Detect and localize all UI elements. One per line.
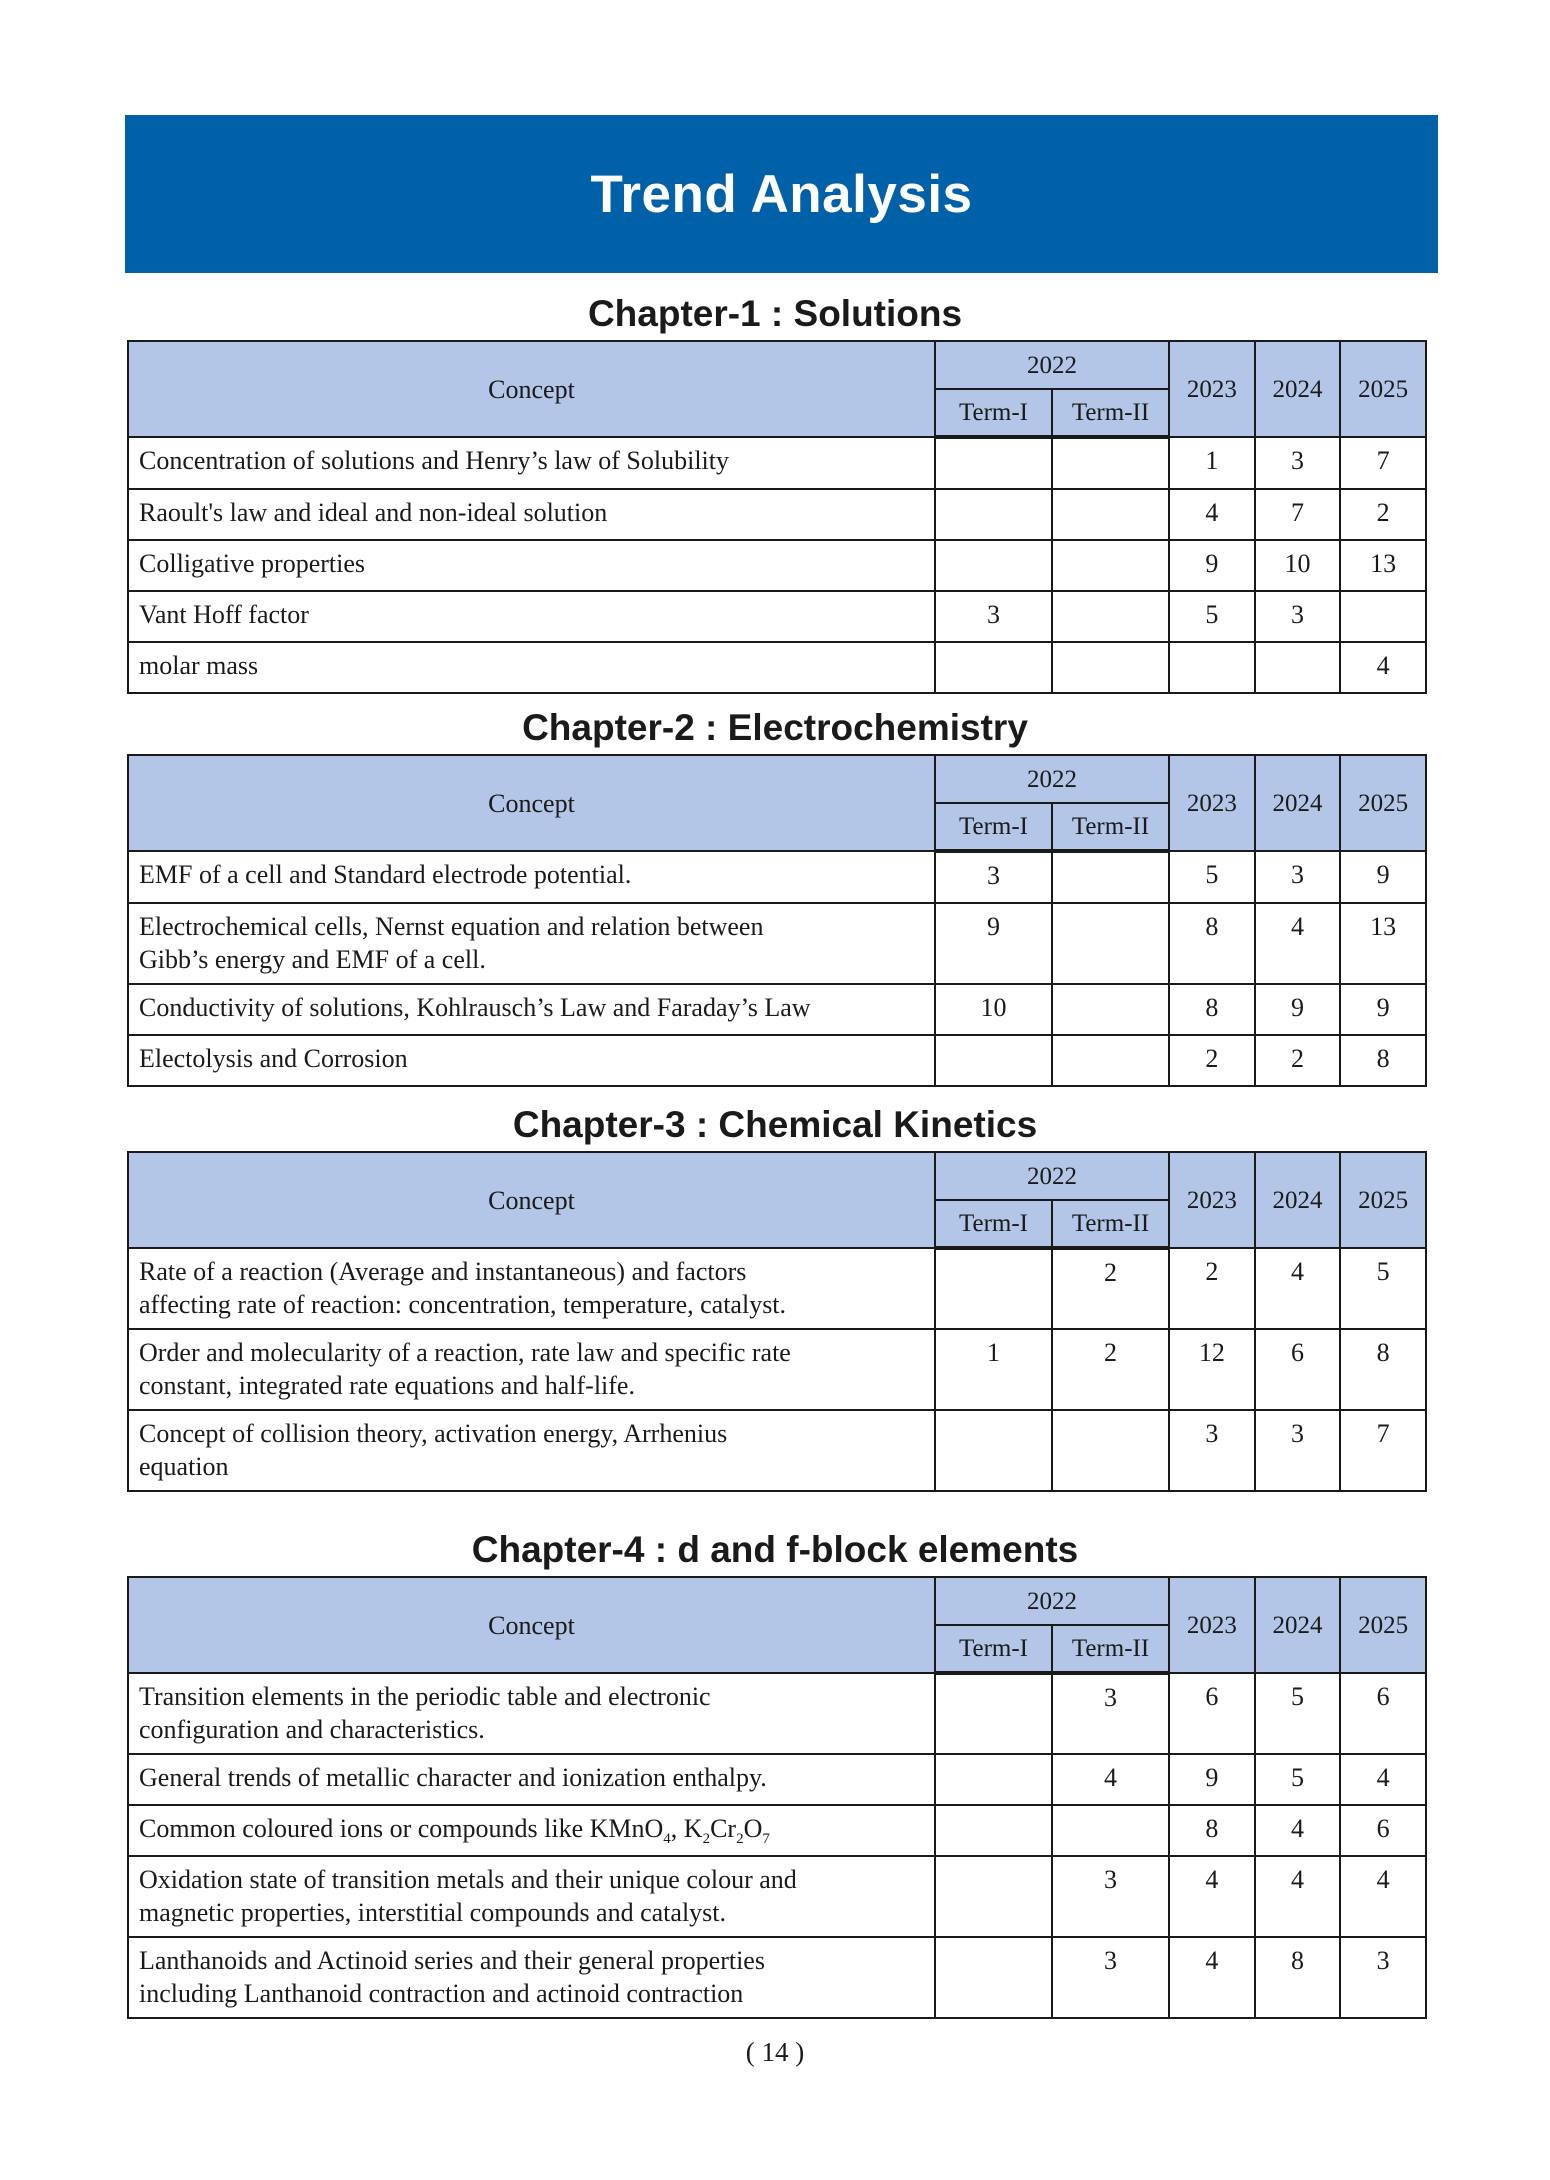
formula-subscript: 2: [736, 1831, 744, 1847]
table-row: [128, 1805, 1426, 1856]
term2-cell: [1052, 642, 1169, 693]
y2024-cell: 7: [1255, 489, 1341, 540]
y2025-cell: 8: [1340, 1035, 1426, 1086]
formula-separator: ,: [670, 1814, 684, 1843]
term1-cell: [935, 1754, 1052, 1805]
chapter-3-table: [127, 1151, 1427, 1492]
term1-cell: 10: [935, 984, 1052, 1035]
term2-cell: [1052, 1410, 1169, 1491]
y2024-cell: 3: [1255, 1410, 1341, 1491]
year-2023-header: 2023: [1169, 755, 1255, 851]
y2023-cell: 9: [1169, 1754, 1255, 1805]
concept-cell: Colligative properties: [128, 540, 935, 591]
y2024-cell: [1255, 642, 1341, 693]
term1-cell: [935, 1856, 1052, 1937]
term1-header: Term-I: [935, 803, 1052, 851]
table-row: [128, 1410, 1426, 1491]
term1-cell: [935, 1673, 1052, 1754]
term1-header: Term-I: [935, 1625, 1052, 1673]
chapter-4-table: [127, 1576, 1427, 2019]
y2023-cell: 6: [1169, 1673, 1255, 1754]
year-2025-header: 2025: [1340, 755, 1426, 851]
y2025-cell: 6: [1340, 1805, 1426, 1856]
term2-cell: [1052, 591, 1169, 642]
y2024-cell: 3: [1255, 437, 1341, 489]
table-row: [128, 642, 1426, 693]
table-row: [128, 540, 1426, 591]
concept-line: including Lanthanoid contraction and actinoid contraction: [139, 1979, 744, 2008]
concept-cell: Electolysis and Corrosion: [128, 1035, 935, 1086]
term1-cell: [935, 540, 1052, 591]
year-2024-header: 2024: [1255, 1577, 1341, 1673]
y2023-cell: 4: [1169, 489, 1255, 540]
y2024-cell: 3: [1255, 591, 1341, 642]
concept-header: Concept: [128, 341, 935, 437]
formula-part: K: [683, 1814, 703, 1843]
year-2022-header: 2022: [935, 755, 1169, 803]
y2025-cell: 7: [1340, 437, 1426, 489]
y2025-cell: 13: [1340, 903, 1426, 984]
concept-cell: molar mass: [128, 642, 935, 693]
y2023-cell: 12: [1169, 1329, 1255, 1410]
table-row: [128, 437, 1426, 489]
term1-cell: 9: [935, 903, 1052, 984]
year-2023-header: 2023: [1169, 1577, 1255, 1673]
concept-line: Rate of a reaction (Average and instantaneous) and factors: [139, 1257, 747, 1286]
y2025-cell: 9: [1340, 984, 1426, 1035]
concept-text: Common coloured ions or compounds like: [139, 1814, 590, 1843]
term2-cell: [1052, 903, 1169, 984]
term2-header: Term-II: [1052, 1200, 1169, 1248]
concept-cell: Conductivity of solutions, Kohlrausch’s Law and Faraday’s Law: [128, 984, 935, 1035]
term1-cell: [935, 437, 1052, 489]
y2023-cell: 8: [1169, 903, 1255, 984]
table-row: [128, 489, 1426, 540]
term2-header: Term-II: [1052, 389, 1169, 437]
year-2024-header: 2024: [1255, 341, 1341, 437]
term1-cell: [935, 1805, 1052, 1856]
term1-cell: [935, 1937, 1052, 2018]
y2024-cell: 3: [1255, 851, 1341, 903]
y2025-cell: 3: [1340, 1937, 1426, 2018]
year-2025-header: 2025: [1340, 1152, 1426, 1248]
y2024-cell: 5: [1255, 1754, 1341, 1805]
title-banner: [125, 115, 1438, 273]
term1-header: Term-I: [935, 389, 1052, 437]
term2-cell: [1052, 984, 1169, 1035]
table-row: [128, 984, 1426, 1035]
term1-cell: 1: [935, 1329, 1052, 1410]
y2024-cell: 4: [1255, 1856, 1341, 1937]
formula-part: O: [743, 1814, 763, 1843]
y2025-cell: 4: [1340, 642, 1426, 693]
formula-subscript: 7: [762, 1831, 770, 1847]
term1-cell: 3: [935, 851, 1052, 903]
term1-cell: [935, 1410, 1052, 1491]
y2023-cell: 1: [1169, 437, 1255, 489]
concept-line: equation: [139, 1452, 229, 1481]
term2-cell: [1052, 1805, 1169, 1856]
formula-subscript: 2: [702, 1831, 711, 1847]
concept-line: Oxidation state of transition metals and their unique colour and: [139, 1865, 797, 1894]
concept-line: configuration and characteristics.: [139, 1715, 485, 1744]
year-2022-header: 2022: [935, 1152, 1169, 1200]
term1-header: Term-I: [935, 1200, 1052, 1248]
term2-cell: 3: [1052, 1673, 1169, 1754]
concept-cell: [128, 1937, 935, 2018]
y2025-cell: 13: [1340, 540, 1426, 591]
concept-line: Gibb’s energy and EMF of a cell.: [139, 945, 486, 974]
concept-line: magnetic properties, interstitial compounds and catalyst.: [139, 1898, 727, 1927]
concept-cell: EMF of a cell and Standard electrode potential.: [128, 851, 935, 903]
y2023-cell: 4: [1169, 1937, 1255, 2018]
term2-cell: 2: [1052, 1329, 1169, 1410]
chapter-4-title: Chapter-4 : d and f-block elements: [471, 1529, 1079, 1570]
concept-cell: Raoult's law and ideal and non-ideal solution: [128, 489, 935, 540]
y2023-cell: 2: [1169, 1248, 1255, 1329]
y2023-cell: 4: [1169, 1856, 1255, 1937]
concept-cell: [128, 1673, 935, 1754]
term2-cell: [1052, 1035, 1169, 1086]
table-row: [128, 903, 1426, 984]
concept-header: Concept: [128, 755, 935, 851]
table-row: [128, 591, 1426, 642]
chapter-1-title: Chapter-1 : Solutions: [587, 293, 963, 334]
y2023-cell: 3: [1169, 1410, 1255, 1491]
y2025-cell: 2: [1340, 489, 1426, 540]
y2024-cell: 4: [1255, 903, 1341, 984]
y2024-cell: 6: [1255, 1329, 1341, 1410]
y2024-cell: 2: [1255, 1035, 1341, 1086]
term2-cell: 2: [1052, 1248, 1169, 1329]
term2-cell: 3: [1052, 1856, 1169, 1937]
y2023-cell: [1169, 642, 1255, 693]
year-2024-header: 2024: [1255, 755, 1341, 851]
concept-cell: [128, 1410, 935, 1491]
y2023-cell: 8: [1169, 984, 1255, 1035]
concept-cell: [128, 1248, 935, 1329]
concept-line: Order and molecularity of a reaction, rate law and specific rate: [139, 1338, 791, 1367]
y2024-cell: 5: [1255, 1673, 1341, 1754]
formula-part: KMnO: [589, 1814, 664, 1843]
y2023-cell: 2: [1169, 1035, 1255, 1086]
term2-header: Term-II: [1052, 1625, 1169, 1673]
y2024-cell: 10: [1255, 540, 1341, 591]
concept-line: Transition elements in the periodic table and electronic: [139, 1682, 711, 1711]
term1-cell: [935, 489, 1052, 540]
concept-cell: General trends of metallic character and ionization enthalpy.: [128, 1754, 935, 1805]
term2-header: Term-II: [1052, 803, 1169, 851]
concept-line: Lanthanoids and Actinoid series and their general properties: [139, 1946, 765, 1975]
term2-cell: [1052, 437, 1169, 489]
concept-cell: [128, 1856, 935, 1937]
y2024-cell: 8: [1255, 1937, 1341, 2018]
table-row: [128, 1937, 1426, 2018]
concept-cell: [128, 1805, 935, 1856]
y2024-cell: 4: [1255, 1248, 1341, 1329]
term1-cell: [935, 1035, 1052, 1086]
term1-cell: 3: [935, 591, 1052, 642]
year-2024-header: 2024: [1255, 1152, 1341, 1248]
table-row: [128, 1035, 1426, 1086]
page-title: Trend Analysis: [590, 164, 973, 224]
term1-cell: [935, 1248, 1052, 1329]
concept-line: Concept of collision theory, activation energy, Arrhenius: [139, 1419, 728, 1448]
concept-line: affecting rate of reaction: concentration, temperature, catalyst.: [139, 1290, 787, 1319]
y2025-cell: 4: [1340, 1856, 1426, 1937]
term2-cell: [1052, 540, 1169, 591]
y2025-cell: 5: [1340, 1248, 1426, 1329]
concept-cell: [128, 1329, 935, 1410]
term2-cell: 3: [1052, 1937, 1169, 2018]
y2023-cell: 9: [1169, 540, 1255, 591]
concept-line: constant, integrated rate equations and half-life.: [139, 1371, 635, 1400]
concept-cell: Concentration of solutions and Henry’s law of Solubility: [128, 437, 935, 489]
year-2025-header: 2025: [1340, 341, 1426, 437]
table-row: [128, 851, 1426, 903]
year-2025-header: 2025: [1340, 1577, 1426, 1673]
concept-line: Electrochemical cells, Nernst equation and relation between: [139, 912, 764, 941]
formula-kmno4: [589, 1814, 671, 1847]
concept-header: Concept: [128, 1152, 935, 1248]
term1-cell: [935, 642, 1052, 693]
table-row: [128, 1856, 1426, 1937]
y2025-cell: 4: [1340, 1754, 1426, 1805]
table-row: [128, 1248, 1426, 1329]
formula-subscript: 4: [663, 1831, 671, 1847]
table-row: [128, 1754, 1426, 1805]
page-number: ( 14 ): [745, 2037, 805, 2067]
y2025-cell: 7: [1340, 1410, 1426, 1491]
table-row: [128, 1329, 1426, 1410]
y2025-cell: 9: [1340, 851, 1426, 903]
term2-cell: 4: [1052, 1754, 1169, 1805]
y2025-cell: 6: [1340, 1673, 1426, 1754]
chapter-2-title: Chapter-2 : Electrochemistry: [522, 707, 1028, 748]
y2023-cell: 5: [1169, 591, 1255, 642]
concept-header: Concept: [128, 1577, 935, 1673]
y2024-cell: 9: [1255, 984, 1341, 1035]
y2025-cell: [1340, 591, 1426, 642]
year-2022-header: 2022: [935, 341, 1169, 389]
year-2023-header: 2023: [1169, 1152, 1255, 1248]
term2-cell: [1052, 851, 1169, 903]
y2024-cell: 4: [1255, 1805, 1341, 1856]
formula-part: Cr: [710, 1814, 737, 1843]
chapter-1-table: [127, 340, 1427, 694]
chapter-3-title: Chapter-3 : Chemical Kinetics: [512, 1104, 1038, 1145]
y2023-cell: 5: [1169, 851, 1255, 903]
term2-cell: [1052, 489, 1169, 540]
year-2023-header: 2023: [1169, 341, 1255, 437]
formula-k2cr2o7: [683, 1814, 770, 1847]
year-2022-header: 2022: [935, 1577, 1169, 1625]
y2025-cell: 8: [1340, 1329, 1426, 1410]
y2023-cell: 8: [1169, 1805, 1255, 1856]
chapter-2-table: [127, 754, 1427, 1087]
concept-cell: Vant Hoff factor: [128, 591, 935, 642]
concept-cell: [128, 903, 935, 984]
table-row: [128, 1673, 1426, 1754]
